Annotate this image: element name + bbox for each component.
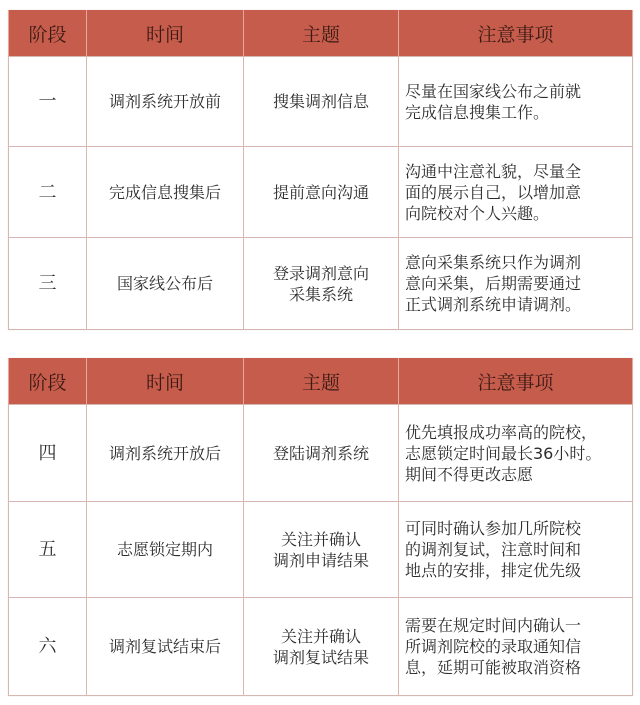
time-cell: 志愿锁定期内 <box>87 502 244 598</box>
topic-cell <box>244 238 399 330</box>
topic-cell <box>244 57 399 147</box>
table-header-row <box>9 358 633 405</box>
notes-cell <box>399 147 633 238</box>
notes-line: 期间不得更改志愿 <box>405 464 534 484</box>
table-row <box>9 238 633 330</box>
stage-cell: 六 <box>9 598 87 696</box>
notes-line: 需要在规定时间内确认一 <box>405 616 582 635</box>
topic-cell <box>244 147 399 238</box>
notes-line: 志愿锁定时间最长36小时。 <box>405 443 602 463</box>
notes-line: 尽量在国家线公布之前就 <box>405 81 582 101</box>
notes-line: 的调剂复试，注意时间和 <box>405 540 582 559</box>
header-notes: 注意事项 <box>399 358 633 405</box>
stage-cell: 一 <box>9 57 87 147</box>
topic-line: 采集系统 <box>288 284 353 304</box>
notes-cell <box>399 238 633 330</box>
topic-line: 关注并确认 <box>280 626 361 646</box>
topic-line: 关注并确认 <box>280 529 361 549</box>
notes-line: 优先填报成功率高的院校， <box>405 422 598 442</box>
topic-line: 搜集调剂信息 <box>272 92 369 111</box>
notes-line: 向院校对个人兴趣。 <box>405 203 550 223</box>
notes-line: 地点的安排，排定优先级 <box>405 561 582 580</box>
header-stage: 阶段 <box>9 358 87 405</box>
header-notes: 注意事项 <box>399 10 633 57</box>
header-time: 时间 <box>87 10 244 57</box>
time-cell: 调剂系统开放前 <box>87 57 244 147</box>
adjustment-stages-table-1 <box>8 10 633 330</box>
topic-cell <box>244 405 399 502</box>
adjustment-stages-table-2 <box>8 358 633 696</box>
notes-cell <box>399 598 633 696</box>
notes-line: 面的展示自己，以增加意 <box>405 182 582 202</box>
notes-line: 正式调剂系统申请调剂。 <box>405 295 582 314</box>
table-row <box>9 57 633 147</box>
header-topic: 主题 <box>244 10 399 57</box>
table-header-row <box>9 10 633 57</box>
time-cell: 调剂系统开放后 <box>87 405 244 502</box>
notes-line: 沟通中注意礼貌，尽量全 <box>405 161 582 181</box>
topic-line: 调剂复试结果 <box>272 647 369 667</box>
notes-line: 息，延期可能被取消资格 <box>405 658 582 677</box>
stage-cell: 五 <box>9 502 87 598</box>
stage-cell: 四 <box>9 405 87 502</box>
stage-cell: 二 <box>9 147 87 238</box>
notes-line: 意向采集系统只作为调剂 <box>405 253 582 272</box>
notes-cell <box>399 57 633 147</box>
table-row <box>9 502 633 598</box>
header-stage: 阶段 <box>9 10 87 57</box>
topic-line: 登录调剂意向 <box>272 263 369 283</box>
topic-cell <box>244 598 399 696</box>
notes-line: 可同时确认参加几所院校 <box>405 519 582 538</box>
notes-line: 意向采集，后期需要通过 <box>405 274 582 293</box>
notes-line: 所调剂院校的录取通知信 <box>405 637 582 656</box>
topic-cell <box>244 502 399 598</box>
notes-line: 完成信息搜集工作。 <box>405 102 550 122</box>
table-row <box>9 405 633 502</box>
topic-line: 提前意向沟通 <box>272 182 369 202</box>
header-topic: 主题 <box>244 358 399 405</box>
notes-cell <box>399 405 633 502</box>
stage-cell: 三 <box>9 238 87 330</box>
topic-line: 调剂申请结果 <box>272 550 369 570</box>
time-cell: 完成信息搜集后 <box>87 147 244 238</box>
table-row <box>9 598 633 696</box>
header-time: 时间 <box>87 358 244 405</box>
notes-cell <box>399 502 633 598</box>
table-row <box>9 147 633 238</box>
topic-line: 登陆调剂系统 <box>272 443 369 463</box>
time-cell: 国家线公布后 <box>87 238 244 330</box>
time-cell: 调剂复试结束后 <box>87 598 244 696</box>
